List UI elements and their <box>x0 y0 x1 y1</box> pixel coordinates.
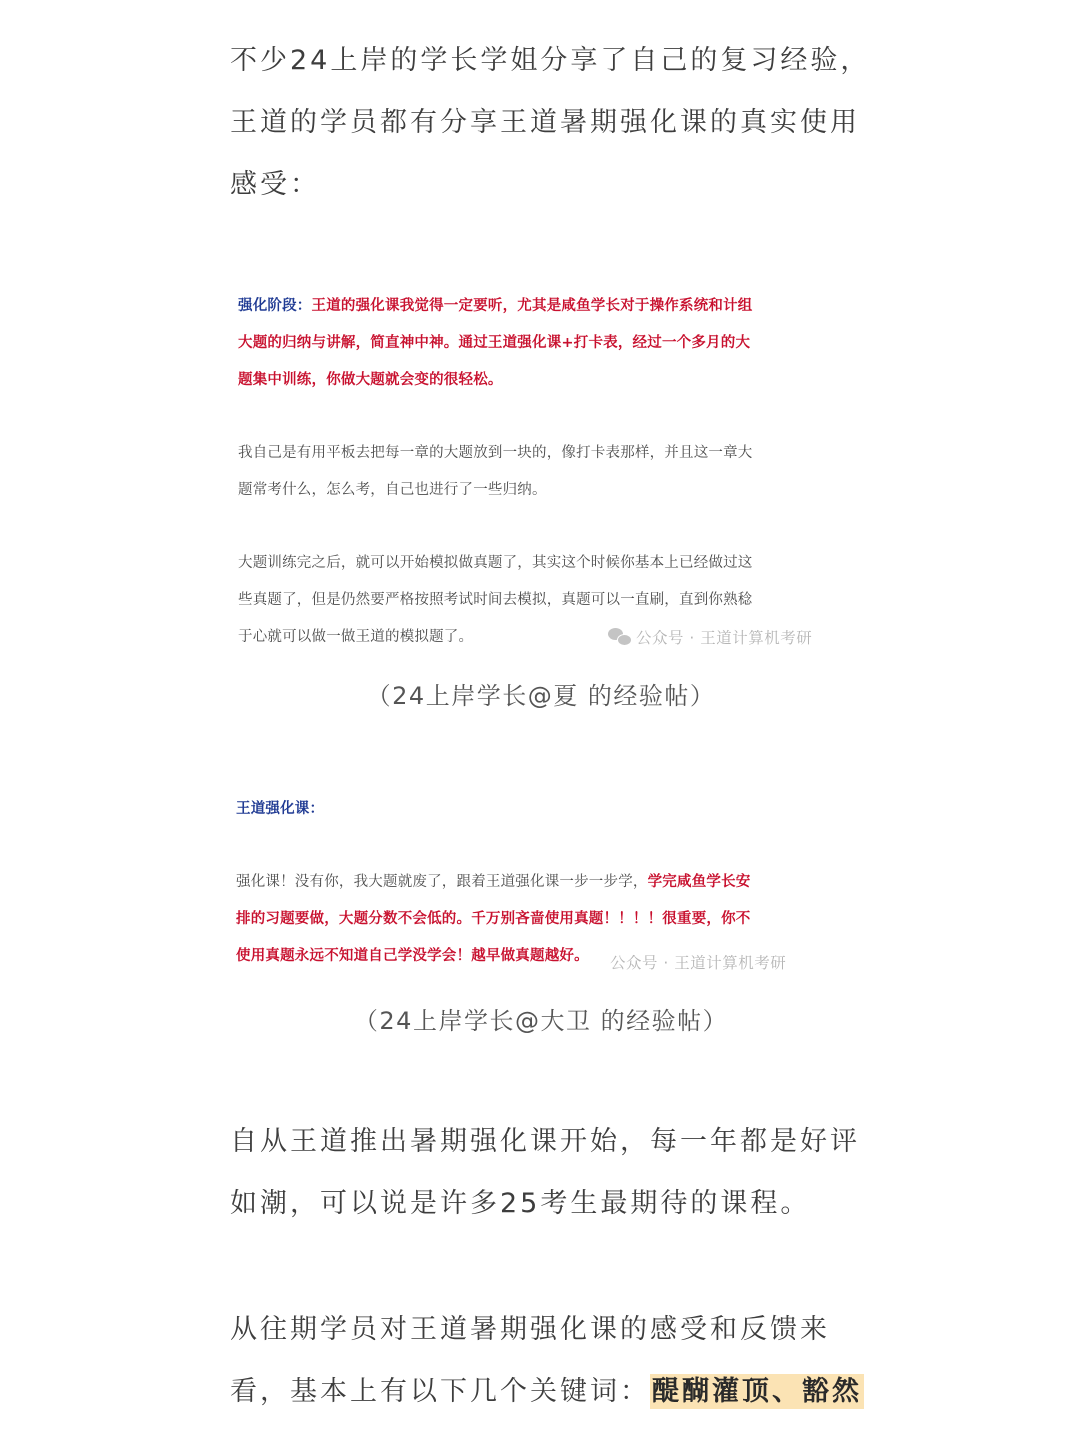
intro-line-1: 不少24上岸的学长学姐分享了自己的复习经验， <box>230 45 871 76</box>
post1-p1-line2: 大题的归纳与讲解，简直神中神。通过王道强化课+打卡表，经过一个多月的大 <box>238 335 751 351</box>
post1-watermark-text: 公众号 · 王道计算机考研 <box>636 629 813 647</box>
post1-label: 强化阶段： <box>238 298 312 314</box>
post2-line3: 使用真题永远不知道自己学没学会！越早做真题越好。 <box>236 948 589 964</box>
post2-line1-plain: 强化课！没有你，我大题就废了，跟着王道强化课一步一步学， <box>236 874 648 890</box>
keyword-highlight: 醍醐灌顶、豁然 <box>652 1376 862 1407</box>
post1-caption: （24上岸学长@夏 的经验帖） <box>366 682 716 710</box>
post1-p3-line2: 些真题了，但是仍然要严格按照考试时间去模拟，真题可以一直刷，直到你熟稔 <box>238 592 753 608</box>
post1-p2-line1: 我自己是有用平板去把每一章的大题放到一块的，像打卡表那样，并且这一章大 <box>238 445 753 461</box>
post2-watermark <box>610 951 786 973</box>
post2-line1-emphasis: 学完咸鱼学长安 <box>647 874 751 890</box>
post1-p3-line1: 大题训练完之后，就可以开始模拟做真题了，其实这个时候你基本上已经做过这 <box>238 555 753 571</box>
experience-post-1 <box>238 288 842 656</box>
post1-p1-line1: 王道的强化课我觉得一定要听，尤其是咸鱼学长对于操作系统和计组 <box>311 298 753 314</box>
post2-caption: （24上岸学长@大卫 的经验帖） <box>353 1007 729 1035</box>
outro2-line-1: 从往期学员对王道暑期强化课的感受和反馈来 <box>230 1314 830 1345</box>
outro1-line-2: 如潮，可以说是许多25考生最期待的课程。 <box>230 1188 811 1219</box>
post1-p2-line2: 题常考什么，怎么考，自己也进行了一些归纳。 <box>238 482 547 498</box>
outro-paragraph-1 <box>230 1111 860 1235</box>
post1-p3-line3: 于心就可以做一做王道的模拟题了。 <box>238 629 474 645</box>
wechat-icon <box>608 628 632 646</box>
post1-watermark <box>608 626 812 648</box>
post2-label: 王道强化课： <box>236 801 325 817</box>
post2-watermark-text: 公众号 · 王道计算机考研 <box>610 954 787 972</box>
outro-paragraph-2 <box>230 1299 862 1423</box>
intro-line-3: 感受： <box>230 169 320 200</box>
outro2-line-2: 看，基本上有以下几个关键词： <box>230 1376 650 1407</box>
post2-line2: 排的习题要做，大题分数不会低的。千万别吝啬使用真题！！！！很重要，你不 <box>236 911 751 927</box>
experience-post-2 <box>236 791 840 975</box>
outro1-line-1: 自从王道推出暑期强化课开始，每一年都是好评 <box>230 1126 860 1157</box>
intro-line-2: 王道的学员都有分享王道暑期强化课的真实使用 <box>230 107 860 138</box>
intro-paragraph <box>230 30 871 216</box>
post1-p1-line3: 题集中训练，你做大题就会变的很轻松。 <box>238 372 503 388</box>
